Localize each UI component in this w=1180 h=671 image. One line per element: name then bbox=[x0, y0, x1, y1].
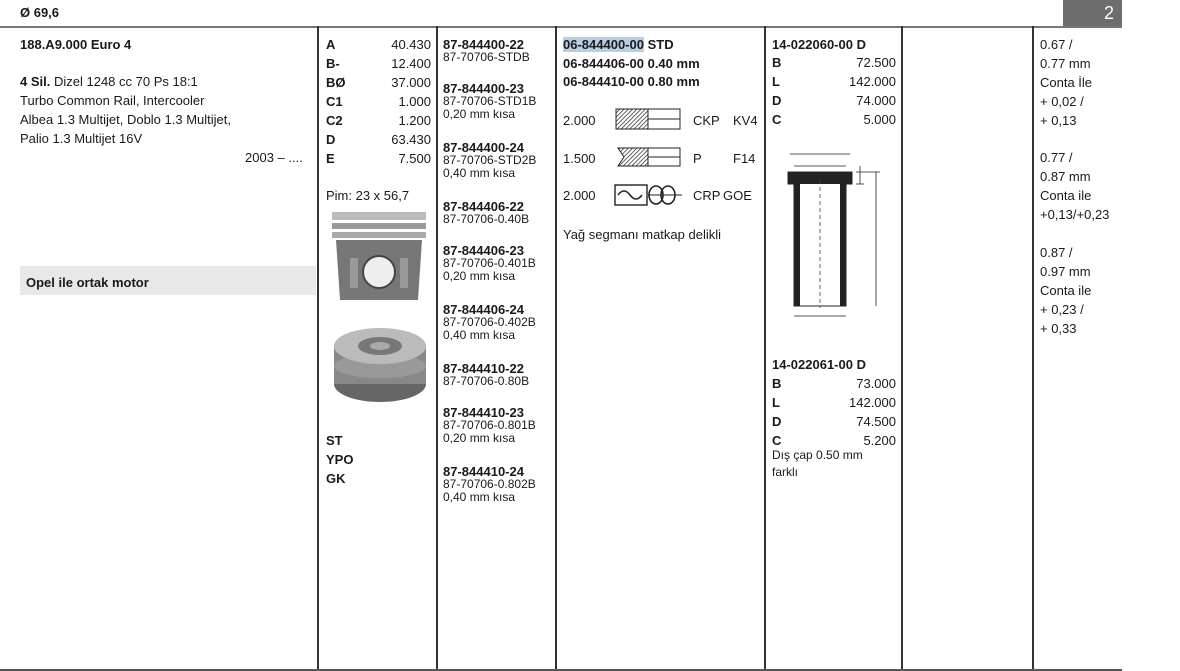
dimension-value: 40.430 bbox=[391, 37, 431, 52]
gasket-text: 0.77 / bbox=[1040, 150, 1073, 165]
liner-dimension-key: C bbox=[772, 433, 782, 448]
dimension-key: D bbox=[326, 132, 336, 147]
type-label: ST bbox=[326, 433, 343, 448]
compression-ring-icon bbox=[614, 106, 682, 132]
part-number: 87-844410-23 bbox=[443, 405, 524, 420]
liner-note: farklı bbox=[772, 465, 799, 479]
liner-dimension-value: 5.000 bbox=[863, 112, 896, 127]
engine-description: Palio 1.3 Multijet 16V bbox=[20, 131, 143, 146]
ring-width: 2.000 bbox=[563, 188, 596, 203]
dimension-key: A bbox=[326, 37, 336, 52]
second-ring-icon bbox=[614, 145, 682, 169]
oem-number: 87-70706-STDB bbox=[443, 50, 530, 64]
column-divider bbox=[436, 26, 438, 671]
column-divider bbox=[1032, 26, 1034, 671]
gasket-text: + 0,02 / bbox=[1040, 94, 1084, 109]
bore-diameter: Ø 69,6 bbox=[20, 5, 60, 20]
dimension-key: E bbox=[326, 151, 335, 166]
oem-number: 87-70706-0.402B bbox=[443, 315, 536, 329]
ring-width: 2.000 bbox=[563, 113, 596, 128]
gasket-text: 0.77 mm bbox=[1040, 56, 1091, 71]
oem-number: 87-70706-0.801B bbox=[443, 418, 536, 432]
liner-dimension-value: 74.000 bbox=[856, 93, 896, 108]
ring-note: Yağ segmanı matkap delikli bbox=[563, 227, 722, 242]
gasket-text: 0.87 mm bbox=[1040, 169, 1091, 184]
oem-number: 87-70706-0.802B bbox=[443, 477, 536, 491]
dimension-value: 12.400 bbox=[391, 56, 431, 71]
part-note: 0,20 mm kısa bbox=[443, 107, 516, 121]
oem-number: 87-70706-0.401B bbox=[443, 256, 536, 270]
oil-ring-icon bbox=[612, 182, 684, 208]
column-divider bbox=[901, 26, 903, 671]
liner-dimension-value: 142.000 bbox=[849, 395, 896, 410]
ring-set: 06-844400-00 STD bbox=[563, 37, 674, 52]
gasket-text: + 0,33 bbox=[1040, 321, 1077, 336]
oem-number: 87-70706-STD1B bbox=[443, 94, 537, 108]
liner-dimension-key: D bbox=[772, 93, 782, 108]
part-note: 0,20 mm kısa bbox=[443, 269, 516, 283]
oem-number: 87-70706-STD2B bbox=[443, 153, 537, 167]
liner-dimension-value: 74.500 bbox=[856, 414, 896, 429]
ring-code: F14 bbox=[733, 151, 756, 166]
engine-description: Turbo Common Rail, Intercooler bbox=[20, 93, 205, 108]
engine-description: 4 Sil. Dizel 1248 cc 70 Ps 18:1 bbox=[20, 74, 198, 89]
top-bar bbox=[0, 0, 1122, 28]
gasket-text: 0.97 mm bbox=[1040, 264, 1091, 279]
ring-code: KV4 bbox=[733, 113, 758, 128]
part-number: 87-844406-22 bbox=[443, 199, 524, 214]
liner-code: 14-022061-00 D bbox=[772, 357, 866, 372]
piston-top-image bbox=[328, 316, 432, 408]
page-number: 2 bbox=[1063, 0, 1122, 26]
dimension-value: 1.000 bbox=[398, 94, 431, 109]
liner-dimension-value: 73.000 bbox=[856, 376, 896, 391]
column-divider bbox=[764, 26, 766, 671]
dimension-key: BØ bbox=[326, 75, 346, 90]
dimension-value: 1.200 bbox=[398, 113, 431, 128]
liner-code: 14-022060-00 D bbox=[772, 37, 866, 52]
ring-type: CRP bbox=[693, 188, 721, 203]
ring-set: 06-844406-00 0.40 mm bbox=[563, 56, 700, 71]
column-divider bbox=[555, 26, 557, 671]
gasket-text: Conta ile bbox=[1040, 188, 1092, 203]
liner-dimension-key: L bbox=[772, 395, 780, 410]
part-note: 0,40 mm kısa bbox=[443, 490, 516, 504]
dimension-value: 7.500 bbox=[398, 151, 431, 166]
gasket-text: Conta İle bbox=[1040, 75, 1093, 90]
part-note: 0,40 mm kısa bbox=[443, 328, 516, 342]
part-number: 87-844400-23 bbox=[443, 81, 524, 96]
part-note: 0,20 mm kısa bbox=[443, 431, 516, 445]
dimension-key: C1 bbox=[326, 94, 343, 109]
liner-diagram bbox=[780, 150, 890, 325]
gasket-text: 0.67 / bbox=[1040, 37, 1073, 52]
ring-type: P bbox=[693, 151, 702, 166]
gasket-text: +0,13/+0,23 bbox=[1040, 207, 1110, 222]
part-number: 87-844406-23 bbox=[443, 243, 524, 258]
gasket-text: Conta ile bbox=[1040, 283, 1092, 298]
part-number: 87-844406-24 bbox=[443, 302, 524, 317]
part-number: 87-844400-22 bbox=[443, 37, 524, 52]
part-number: 87-844410-22 bbox=[443, 361, 524, 376]
type-label: GK bbox=[326, 471, 346, 486]
liner-dimension-value: 72.500 bbox=[856, 55, 896, 70]
oem-number: 87-70706-0.40B bbox=[443, 212, 530, 226]
part-number: 87-844400-24 bbox=[443, 140, 524, 155]
gasket-text: + 0,13 bbox=[1040, 113, 1077, 128]
dimension-value: 63.430 bbox=[391, 132, 431, 147]
dimension-key: B- bbox=[326, 56, 340, 71]
pin-size: Pim: 23 x 56,7 bbox=[326, 188, 410, 203]
liner-note: Dış çap 0.50 mm bbox=[772, 448, 863, 462]
part-note: 0,40 mm kısa bbox=[443, 166, 516, 180]
ring-width: 1.500 bbox=[563, 151, 596, 166]
shared-engine-label: Opel ile ortak motor bbox=[26, 275, 149, 290]
oem-number: 87-70706-0.80B bbox=[443, 374, 530, 388]
engine-description: Albea 1.3 Multijet, Doblo 1.3 Multijet, bbox=[20, 112, 231, 127]
liner-dimension-key: B bbox=[772, 376, 782, 391]
gasket-text: + 0,23 / bbox=[1040, 302, 1084, 317]
type-label: YPO bbox=[326, 452, 354, 467]
liner-dimension-key: B bbox=[772, 55, 782, 70]
liner-dimension-key: C bbox=[772, 112, 782, 127]
engine-code: 188.A9.000 Euro 4 bbox=[20, 37, 132, 52]
gasket-text: 0.87 / bbox=[1040, 245, 1073, 260]
liner-dimension-value: 142.000 bbox=[849, 74, 896, 89]
liner-dimension-key: L bbox=[772, 74, 780, 89]
engine-years: 2003 – .... bbox=[245, 150, 303, 165]
piston-side-image bbox=[326, 210, 432, 310]
liner-dimension-key: D bbox=[772, 414, 782, 429]
dimension-value: 37.000 bbox=[391, 75, 431, 90]
column-divider bbox=[317, 26, 319, 671]
ring-code: GOE bbox=[723, 188, 752, 203]
ring-type: CKP bbox=[693, 113, 720, 128]
dimension-key: C2 bbox=[326, 113, 343, 128]
part-number: 87-844410-24 bbox=[443, 464, 524, 479]
ring-set: 06-844410-00 0.80 mm bbox=[563, 74, 700, 89]
liner-dimension-value: 5.200 bbox=[863, 433, 896, 448]
